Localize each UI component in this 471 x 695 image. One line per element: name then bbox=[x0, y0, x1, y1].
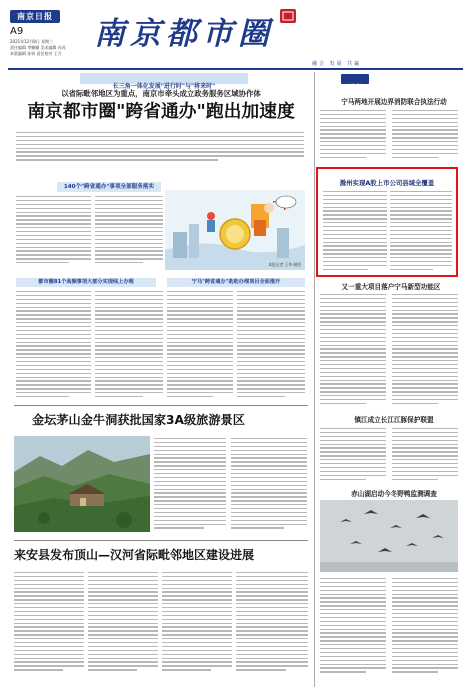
lead-cartoon bbox=[165, 190, 305, 270]
story1-col1-text bbox=[320, 110, 386, 162]
wild-ducks-photo-icon bbox=[320, 500, 458, 572]
lead-col1-lower-text bbox=[16, 291, 91, 401]
laian-col1-text bbox=[14, 572, 84, 678]
section-title: 南京都市圈 bbox=[94, 16, 274, 52]
highlight-col1-text bbox=[323, 191, 387, 273]
highlight-headline: 滁州实现A股上市公司县域全覆盖 bbox=[339, 179, 435, 187]
paper-name: 南京日报 bbox=[17, 11, 53, 21]
story1-headline: 宁马两地开展边界消防联合执法行动 bbox=[341, 98, 447, 106]
story2-col1-text bbox=[320, 294, 386, 410]
story4-headline: 赤山湖启动今冬野鸭监测调查 bbox=[351, 490, 437, 498]
box2-heading-text: 都市圈81个高频事项大部分实现线上办理 bbox=[38, 279, 134, 285]
lead-bottom-rule bbox=[14, 405, 308, 406]
lead-kicker bbox=[80, 73, 248, 90]
laian-col3-text bbox=[162, 572, 232, 678]
box2-heading bbox=[16, 278, 156, 287]
lead-col4-text bbox=[237, 291, 305, 401]
highlighted-article[interactable] bbox=[316, 167, 458, 277]
laian-col2-text bbox=[88, 572, 158, 678]
story2-headline: 又一重大项目落户宁马新型功能区 bbox=[341, 283, 441, 291]
lead-kicker-text: 长三角一体化发展"进行时"与"将来时" bbox=[112, 83, 216, 90]
lead-headline: 南京都市圈"跨省通办"跑出加速度 bbox=[27, 101, 295, 122]
story3-headline: 镇江成立长江江豚保护联盟 bbox=[354, 416, 434, 424]
mountain-landscape-photo-icon bbox=[14, 436, 150, 532]
stamp-cartoon-illustration-icon bbox=[165, 190, 305, 270]
masthead-rule bbox=[8, 68, 463, 70]
jintan-col2-text bbox=[231, 438, 307, 532]
laian-col4-text bbox=[236, 572, 308, 678]
page-date: 2021年12月8日 星期三 bbox=[10, 39, 54, 44]
jintan-photo bbox=[14, 436, 150, 532]
section-tag-text: 城事 bbox=[348, 84, 361, 91]
jintan-bottom-rule bbox=[14, 540, 308, 541]
story1-col2-text bbox=[392, 110, 458, 162]
column-divider bbox=[314, 72, 315, 687]
story2-col2-text bbox=[392, 294, 458, 410]
story4-col1-text bbox=[320, 578, 386, 678]
masthead-seal-icon bbox=[279, 8, 297, 24]
lead-intro-text bbox=[16, 132, 304, 166]
masthead-logo bbox=[10, 10, 60, 23]
jintan-headline: 金坛茅山金牛洞获批国家3A级旅游景区 bbox=[32, 413, 245, 427]
highlight-col2-text bbox=[390, 191, 452, 273]
lead-col2-lower-text bbox=[95, 291, 163, 401]
box1-heading-text: 140个"跨省通办"事项全部服务落实 bbox=[63, 184, 155, 190]
lead-col2-text bbox=[95, 196, 163, 266]
section-tag bbox=[341, 74, 369, 91]
checker-line: 本版编辑 孙妍 责任校对 王月 bbox=[10, 51, 62, 56]
box1-heading bbox=[57, 182, 161, 192]
story4-col2-text bbox=[392, 578, 458, 678]
jintan-col1-text bbox=[154, 438, 226, 532]
story4-photo bbox=[320, 500, 458, 572]
page-number: A9 bbox=[10, 26, 24, 37]
cartoon-caption: 本报记者 王华 制图 bbox=[268, 262, 301, 267]
sponsor-line: 融合 发展 共赢 bbox=[312, 61, 362, 67]
lead-col1-text bbox=[16, 196, 91, 266]
editor-line: 责任编辑 李姗姗 美术编辑 孙苏 bbox=[10, 45, 66, 50]
box3-heading bbox=[167, 278, 305, 287]
lead-col3-text bbox=[167, 291, 233, 401]
story3-col1-text bbox=[320, 428, 386, 486]
box3-heading-text: 宁马"跨省通办"助助办理项目全面推开 bbox=[191, 279, 281, 285]
story3-col2-text bbox=[392, 428, 458, 486]
lead-subhead: 以省际毗邻地区为重点，南京市牵头成立政务服务区域协作体 bbox=[61, 89, 261, 98]
laian-headline: 来安县发布顶山—汉河省际毗邻地区建设进展 bbox=[14, 548, 255, 562]
